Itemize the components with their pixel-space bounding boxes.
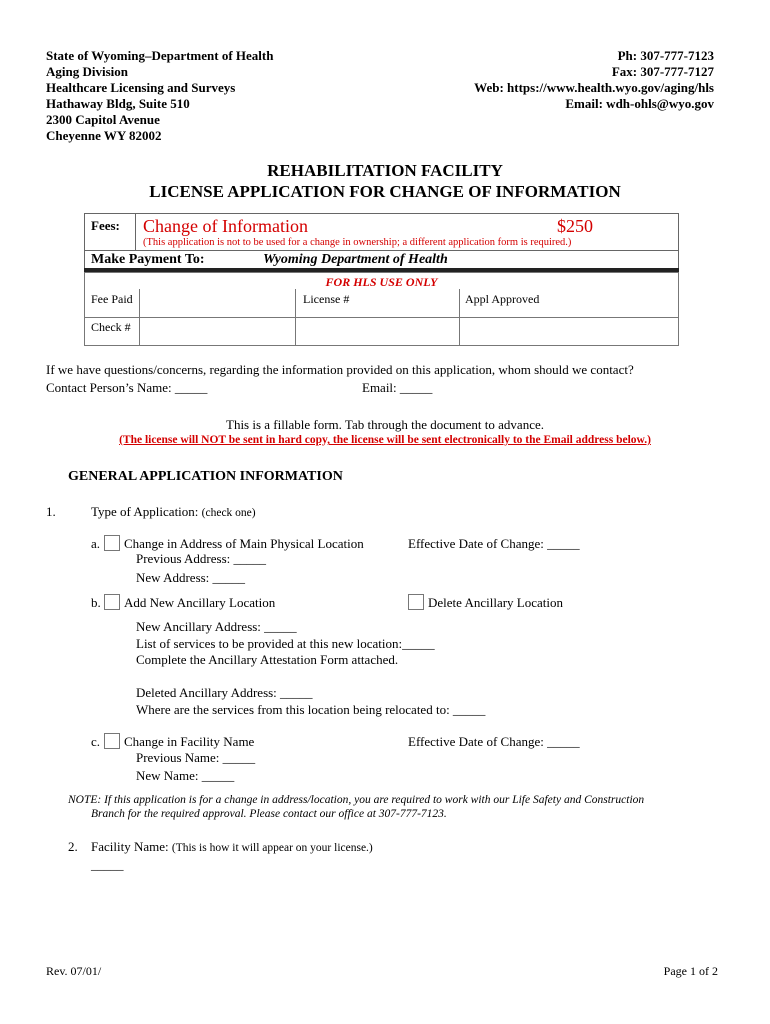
previous-name-field[interactable]: Previous Name: _____ <box>136 750 256 765</box>
page-number: Page 1 of 2 <box>663 964 718 978</box>
question-2-number: 2. <box>68 839 78 854</box>
title-line-2: LICENSE APPLICATION FOR CHANGE OF INFORMATION <box>149 182 621 201</box>
option-a-checkbox[interactable] <box>104 535 120 551</box>
note-line-1: NOTE: If this application is for a change in address/location, you are required to work with our Life Safety and Construction <box>68 794 645 806</box>
payment-to: Wyoming Department of Health <box>263 252 448 267</box>
fees-box <box>84 213 679 251</box>
fee-item: Change of Information <box>143 216 308 236</box>
fees-label: Fees: <box>91 218 120 233</box>
option-c-label: Change in Facility Name <box>124 734 255 749</box>
option-c-checkbox[interactable] <box>104 733 120 749</box>
services-list-field[interactable]: List of services to be provided at this new location:_____ <box>136 636 435 651</box>
relocated-services-field[interactable]: Where are the services from this location being relocated to: _____ <box>136 702 486 717</box>
web-line: Web: https://www.health.wyo.gov/aging/hls <box>474 80 714 95</box>
option-b-letter: b. <box>91 595 101 610</box>
payment-row <box>84 251 679 269</box>
question-1-label <box>91 504 256 520</box>
previous-address-field[interactable]: Previous Address: _____ <box>136 551 266 566</box>
attestation-instruction: Complete the Ancillary Attestation Form attached. <box>136 652 399 667</box>
option-b-label: Add New Ancillary Location <box>124 595 276 610</box>
agency-contact-block <box>474 48 714 112</box>
question-1-hint: (check one) <box>201 507 256 519</box>
deleted-ancillary-address-field[interactable]: Deleted Ancillary Address: _____ <box>136 685 313 700</box>
new-ancillary-address-field[interactable]: New Ancillary Address: _____ <box>136 619 297 634</box>
option-b-checkbox-row <box>104 594 275 611</box>
fee-paid-field[interactable] <box>140 289 295 317</box>
phone-line: Ph: 307-777-7123 <box>617 48 714 63</box>
delete-ancillary-label: Delete Ancillary Location <box>428 595 564 610</box>
agency-line: State of Wyoming–Department of Health <box>46 48 274 63</box>
option-a-letter: a. <box>91 536 101 551</box>
agency-line: Healthcare Licensing and Surveys <box>46 80 236 95</box>
question-1-number: 1. <box>46 504 56 519</box>
section-heading: GENERAL APPLICATION INFORMATION <box>68 469 343 484</box>
contact-name-field[interactable]: Contact Person’s Name: _____ <box>46 380 208 395</box>
title-line-1: REHABILITATION FACILITY <box>267 161 503 180</box>
agency-line: Cheyenne WY 82002 <box>46 128 162 143</box>
contact-question: If we have questions/concerns, regarding the information provided on this application, whom should we contact? <box>46 362 634 377</box>
new-name-field[interactable]: New Name: _____ <box>136 768 235 783</box>
fax-line: Fax: 307-777-7127 <box>611 64 714 79</box>
email-line: Email: wdh-ohls@wyo.gov <box>565 96 714 111</box>
question-2-label <box>91 839 373 855</box>
fee-amount: $250 <box>557 216 593 236</box>
question-2-text: Facility Name: <box>91 839 169 854</box>
delete-ancillary-checkbox[interactable] <box>408 594 424 610</box>
option-a-label: Change in Address of Main Physical Location <box>124 536 364 551</box>
question-2-hint: (This is how it will appear on your license.) <box>171 842 373 854</box>
check-number-field[interactable] <box>140 318 295 346</box>
option-a-effective-date[interactable]: Effective Date of Change: _____ <box>408 536 580 551</box>
agency-address-block <box>46 48 273 144</box>
check-number-label: Check # <box>91 320 131 334</box>
agency-line: Hathaway Bldg, Suite 510 <box>46 96 190 111</box>
agency-line: 2300 Capitol Avenue <box>46 112 160 127</box>
hls-title: FOR HLS USE ONLY <box>325 275 438 289</box>
form-title <box>0 160 770 202</box>
agency-line: Aging Division <box>46 64 128 79</box>
fee-paid-label: Fee Paid <box>91 292 133 306</box>
option-c-effective-date[interactable]: Effective Date of Change: _____ <box>408 734 580 749</box>
appl-approved-label: Appl Approved <box>465 292 540 306</box>
fillable-notice: This is a fillable form. Tab through the document to advance. <box>226 417 544 432</box>
option-b-checkbox[interactable] <box>104 594 120 610</box>
note-line-2: Branch for the required approval. Please contact our office at 307-777-7123. <box>91 808 447 820</box>
option-c-letter: c. <box>91 734 101 749</box>
option-a-checkbox-row <box>104 535 364 552</box>
payment-label: Make Payment To: <box>91 252 205 267</box>
license-number-label: License # <box>303 292 350 306</box>
fee-note: (This application is not to be used for a change in ownership; a different application form is required.) <box>143 237 572 248</box>
new-address-field[interactable]: New Address: _____ <box>136 570 246 585</box>
option-c-checkbox-row <box>104 733 254 750</box>
facility-name-field[interactable]: _____ <box>91 857 124 872</box>
revision-date: Rev. 07/01/ <box>46 964 102 978</box>
license-email-notice: (The license will NOT be sent in hard copy, the license will be sent electronically to the Email address below.) <box>119 434 651 446</box>
hls-table <box>84 272 679 346</box>
delete-ancillary-row <box>408 594 563 611</box>
contact-email-field[interactable]: Email: _____ <box>362 380 433 395</box>
question-1-text: Type of Application: <box>91 504 199 519</box>
